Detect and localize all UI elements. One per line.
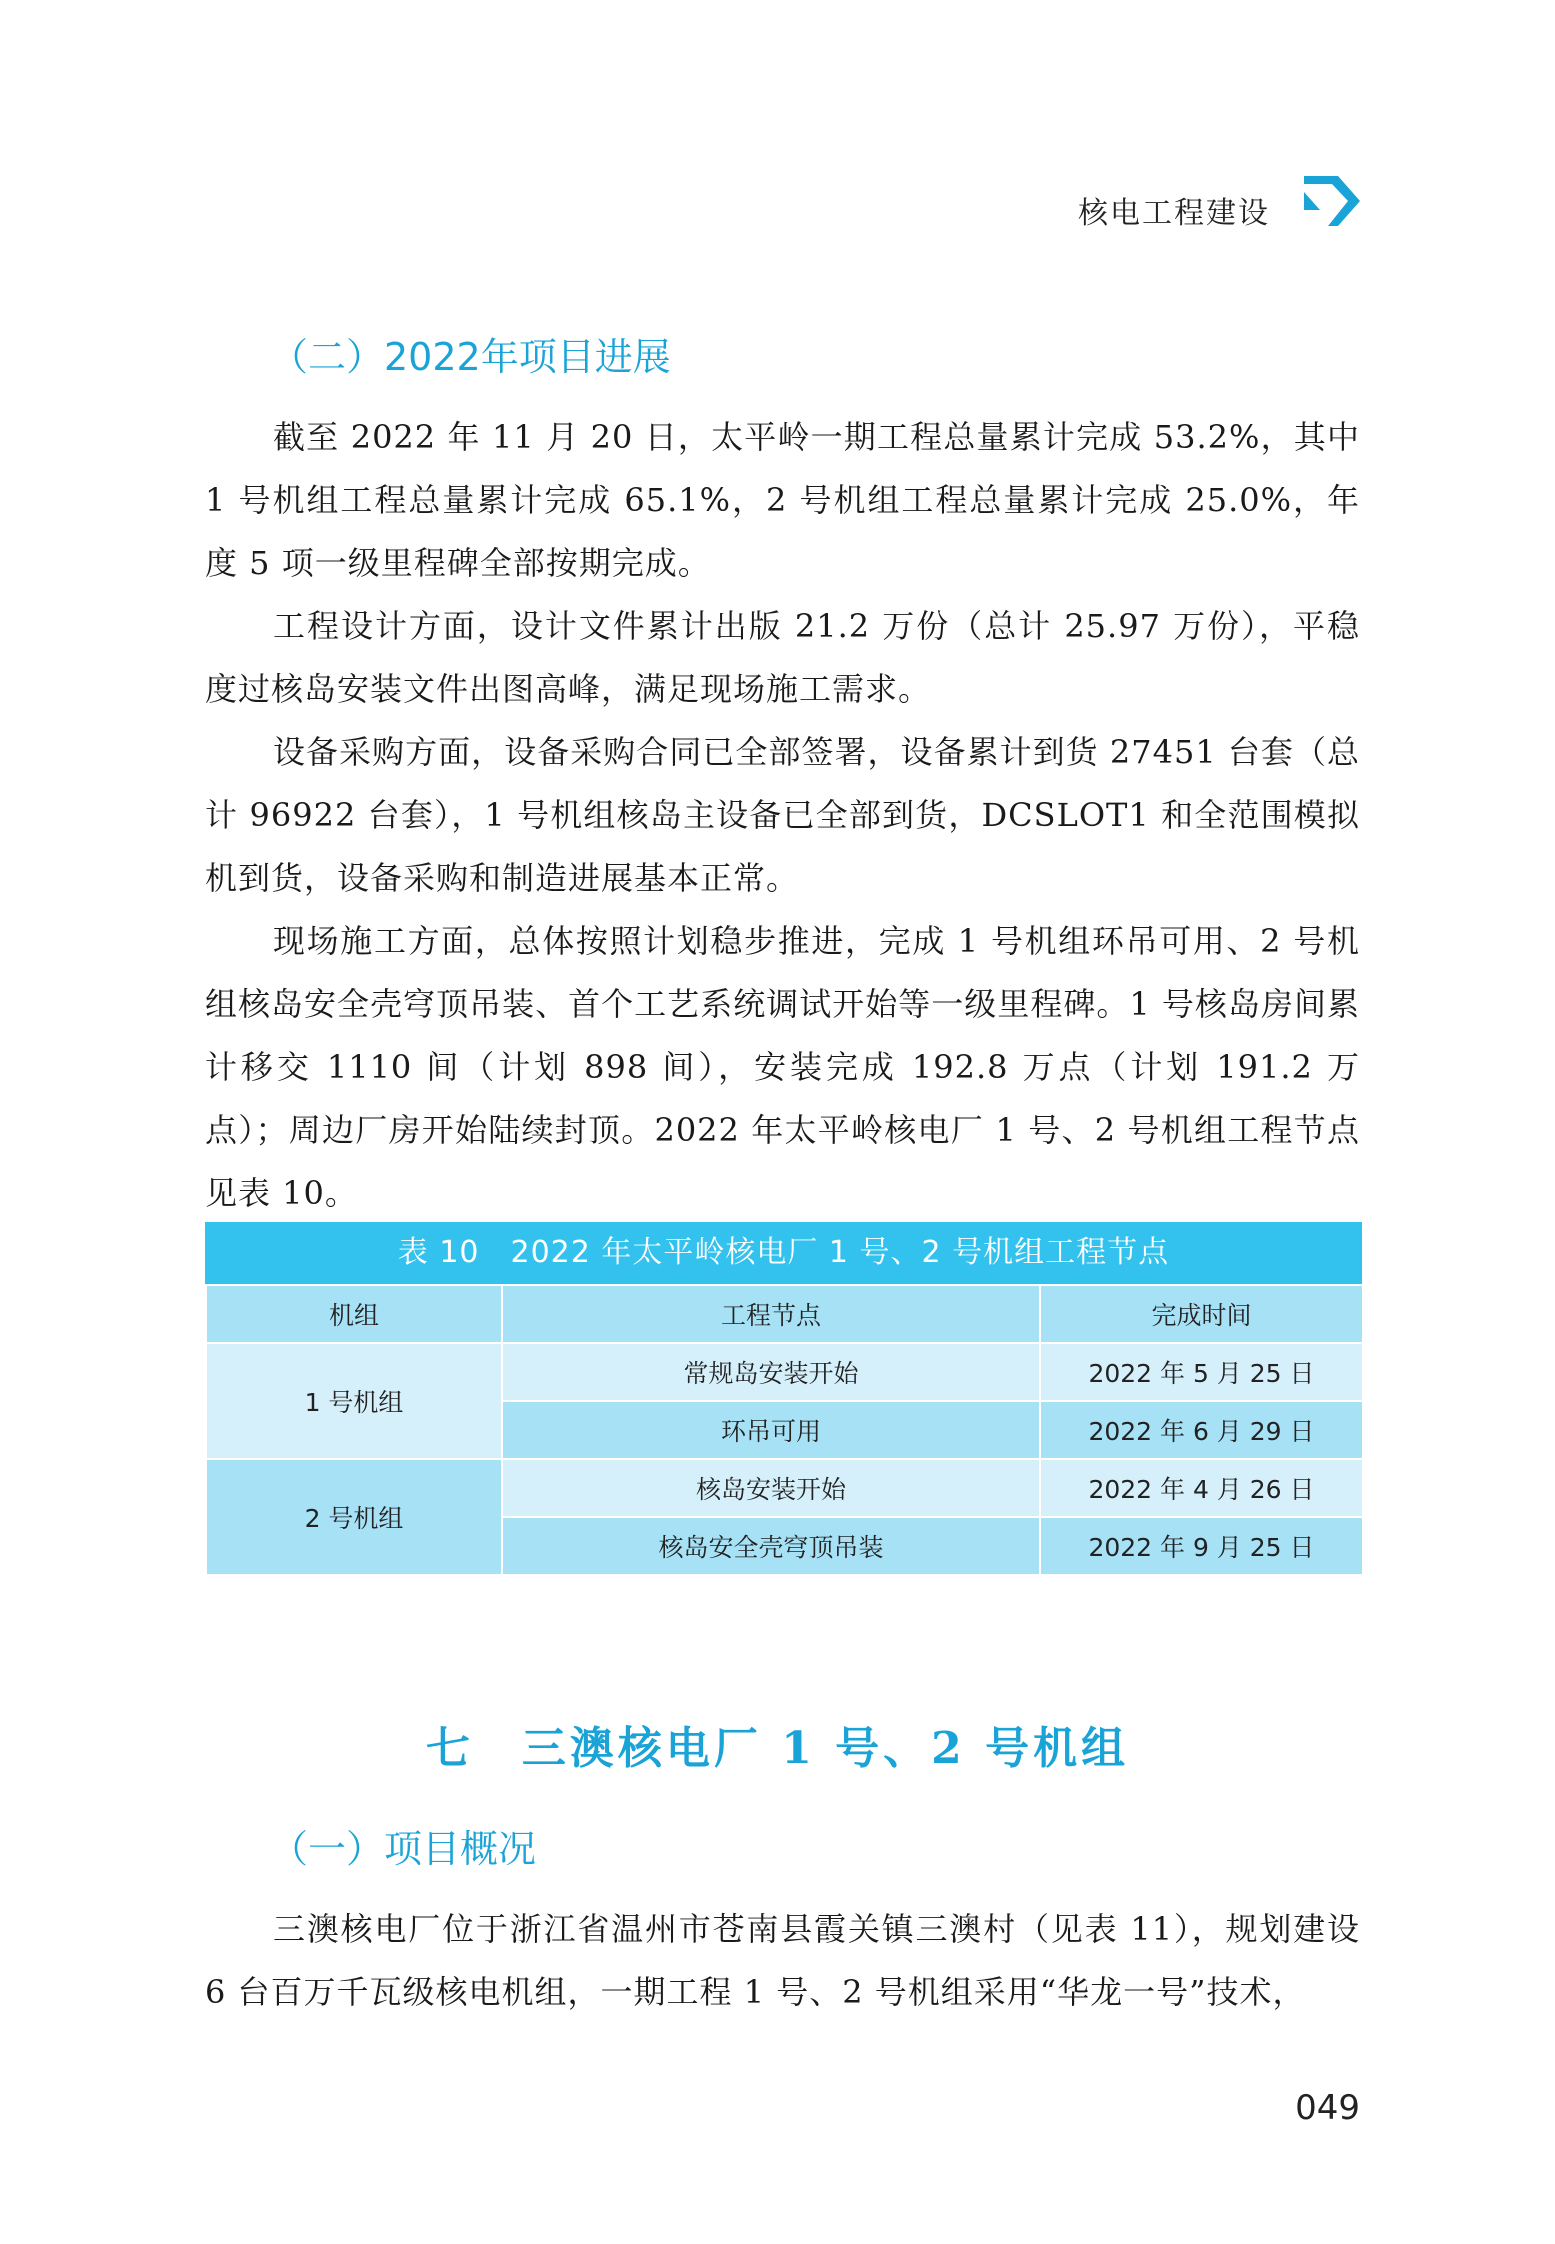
section-progress-body <box>205 406 1360 1225</box>
table-caption: 表 10 2022 年太平岭核电厂 1 号、2 号机组工程节点 <box>205 1222 1362 1284</box>
node-cell: 核岛安装开始 <box>502 1459 1040 1517</box>
node-cell: 核岛安全壳穹顶吊装 <box>502 1517 1040 1575</box>
node-cell: 常规岛安装开始 <box>502 1343 1040 1401</box>
running-header <box>1000 170 1370 240</box>
paragraph-overall: 截至 2022 年 11 月 20 日，太平岭一期工程总量累计完成 53.2%，其中 1 号机组工程总量累计完成 65.1%，2 号机组工程总量累计完成 25.0%，年度 5 项一级里程碑全部按期完成。 <box>205 418 1360 582</box>
table-row <box>206 1343 1363 1401</box>
section-heading-progress: （二）2022年项目进展 <box>270 335 671 379</box>
page-number: 049 <box>1295 2088 1360 2128</box>
node-cell: 环吊可用 <box>502 1401 1040 1459</box>
paragraph-design: 工程设计方面，设计文件累计出版 21.2 万份（总计 25.97 万份），平稳度过核岛安装文件出图高峰，满足现场施工需求。 <box>205 607 1360 708</box>
date-cell: 2022 年 6 月 29 日 <box>1040 1401 1363 1459</box>
unit-cell: 2 号机组 <box>206 1459 502 1575</box>
paragraph-overview: 三澳核电厂位于浙江省温州市苍南县霞关镇三澳村（见表 11），规划建设 6 台百万千瓦级核电机组，一期工程 1 号、2 号机组采用“华龙一号”技术， <box>205 1910 1360 2011</box>
date-cell: 2022 年 4 月 26 日 <box>1040 1459 1363 1517</box>
column-header-unit: 机组 <box>206 1285 502 1343</box>
column-header-date: 完成时间 <box>1040 1285 1363 1343</box>
paragraph-procurement: 设备采购方面，设备采购合同已全部签署，设备累计到货 27451 台套（总计 96922 台套），1 号机组核岛主设备已全部到货，DCSLOT1 和全范围模拟机到货，设备采购和制造进展基本正常。 <box>205 733 1360 897</box>
date-cell: 2022 年 5 月 25 日 <box>1040 1343 1363 1401</box>
milestone-table <box>205 1222 1362 1576</box>
section-heading-overview: （一）项目概况 <box>270 1827 537 1871</box>
header-title: 核电工程建设 <box>1078 196 1270 231</box>
column-header-node: 工程节点 <box>502 1285 1040 1343</box>
paragraph-construction: 现场施工方面，总体按照计划稳步推进，完成 1 号机组环吊可用、2 号机组核岛安全壳穹顶吊装、首个工艺系统调试开始等一级里程碑。1 号核岛房间累计移交 1110 间（计划 898 间），安装完成 192.8 万点（计划 191.2 万点）；周边厂房开始陆续封顶。2022 年太平岭核电厂 1 号、2 号机组工程节点见表 10。 <box>205 922 1360 1212</box>
table-header-row <box>206 1285 1363 1343</box>
chapter-title: 七 三澳核电厂 1 号、2 号机组 <box>425 1723 1130 1774</box>
table-row <box>206 1459 1363 1517</box>
date-cell: 2022 年 9 月 25 日 <box>1040 1517 1363 1575</box>
unit-cell: 1 号机组 <box>206 1343 502 1459</box>
bracket-arrow-icon <box>1298 170 1370 232</box>
section-overview-body <box>205 1898 1360 2024</box>
